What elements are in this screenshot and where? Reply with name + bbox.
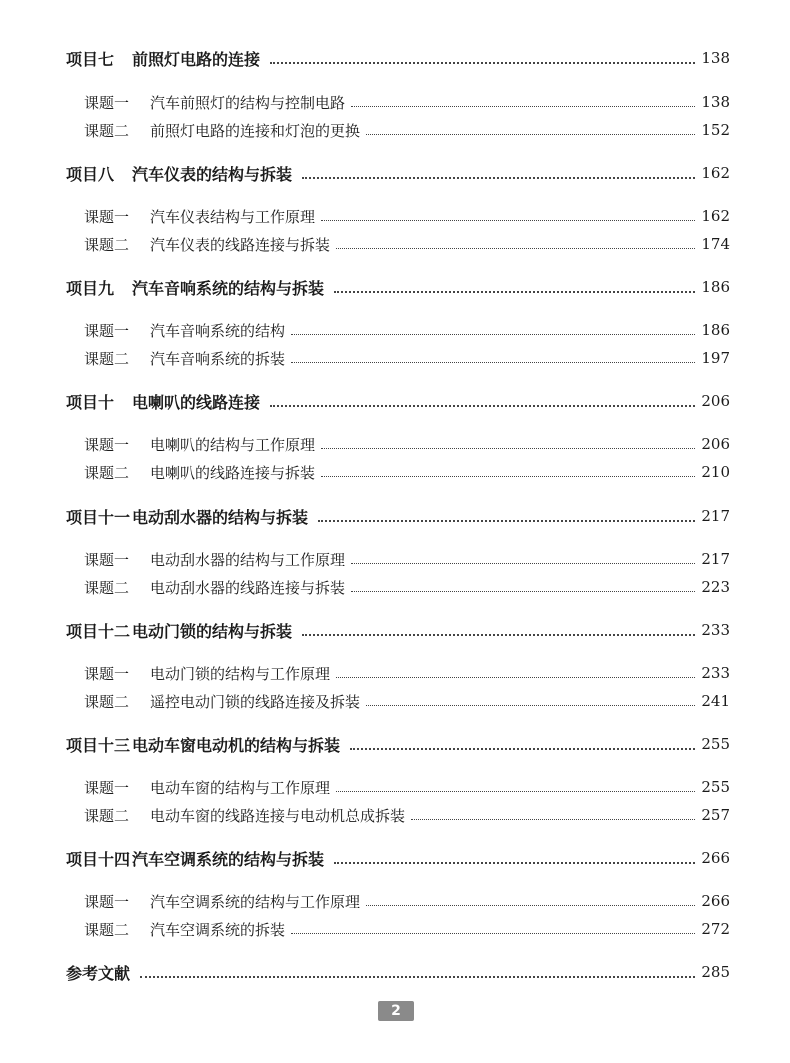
toc-entry-title: 电动车窗的结构与工作原理 xyxy=(150,778,331,797)
toc-lesson-entry xyxy=(0,232,790,256)
toc-entry-page: 138 xyxy=(701,49,730,67)
toc-lesson-entry xyxy=(0,318,790,342)
toc-dot-leader xyxy=(321,219,695,221)
toc-entry-title: 汽车音响系统的拆装 xyxy=(150,349,286,368)
toc-dot-leader xyxy=(336,676,695,678)
toc-dot-leader xyxy=(321,475,695,477)
toc-entry-number: 项目七 xyxy=(66,49,115,69)
toc-entry-page: 186 xyxy=(701,278,730,296)
toc-entry-page: 272 xyxy=(701,920,730,938)
toc-entry-page: 223 xyxy=(701,578,730,596)
toc-entry-title: 参考文献 xyxy=(66,963,131,983)
toc-dot-leader xyxy=(366,704,695,706)
toc-entry-page: 197 xyxy=(701,349,730,367)
toc-dot-leader xyxy=(291,932,695,934)
toc-lesson-entry xyxy=(0,575,790,599)
toc-project-entry xyxy=(0,275,790,299)
toc-entry-number: 课题二 xyxy=(84,806,130,825)
toc-entry-title: 汽车空调系统的结构与拆装 xyxy=(132,849,325,869)
toc-lesson-entry xyxy=(0,460,790,484)
toc-entry-number: 课题二 xyxy=(84,463,130,482)
toc-entry-page: 266 xyxy=(701,892,730,910)
toc-entry-title: 电喇叭的线路连接 xyxy=(132,392,261,412)
toc-dot-leader xyxy=(334,290,695,293)
toc-entry-title: 电动门锁的结构与工作原理 xyxy=(150,664,331,683)
toc-entry-number: 课题二 xyxy=(84,920,130,939)
toc-dot-leader xyxy=(411,818,695,820)
toc-entry-page: 174 xyxy=(701,235,730,253)
toc-entry-number: 课题一 xyxy=(84,321,130,340)
toc-project-entry xyxy=(0,846,790,870)
toc-entry-page: 206 xyxy=(701,392,730,410)
toc-entry-page: 186 xyxy=(701,321,730,339)
toc-entry-title: 电动刮水器的结构与工作原理 xyxy=(150,550,346,569)
toc-entry-title: 电喇叭的线路连接与拆装 xyxy=(150,463,316,482)
toc-entry-number: 课题二 xyxy=(84,121,130,140)
toc-entry-number: 课题一 xyxy=(84,664,130,683)
toc-dot-leader xyxy=(366,904,695,906)
toc-entry-number: 项目九 xyxy=(66,278,115,298)
toc-entry-title: 汽车音响系统的结构 xyxy=(150,321,286,340)
toc-entry-title: 前照灯电路的连接 xyxy=(132,49,261,69)
toc-entry-title: 电动车窗的线路连接与电动机总成拆装 xyxy=(150,806,406,825)
toc-entry-title: 汽车仪表的结构与拆装 xyxy=(132,164,293,184)
toc-entry-number: 课题二 xyxy=(84,692,130,711)
toc-lesson-entry xyxy=(0,803,790,827)
toc-entry-number: 课题一 xyxy=(84,93,130,112)
toc-project-entry xyxy=(0,46,790,70)
toc-entry-page: 210 xyxy=(701,463,730,481)
toc-entry-number: 项目十 xyxy=(66,392,115,412)
toc-dot-leader xyxy=(321,447,695,449)
toc-entry-page: 255 xyxy=(701,778,730,796)
toc-entry-page: 233 xyxy=(701,664,730,682)
toc-project-entry xyxy=(0,504,790,528)
toc-entry-title: 电动刮水器的结构与拆装 xyxy=(132,507,309,527)
toc-entry-title: 电喇叭的结构与工作原理 xyxy=(150,435,316,454)
toc-lesson-entry xyxy=(0,689,790,713)
toc-entry-page: 266 xyxy=(701,849,730,867)
toc-dot-leader xyxy=(366,133,695,135)
toc-lesson-entry xyxy=(0,775,790,799)
toc-entry-number: 课题一 xyxy=(84,892,130,911)
toc-entry-number: 课题二 xyxy=(84,235,130,254)
toc-references-entry xyxy=(0,960,790,984)
toc-dot-leader xyxy=(270,61,695,64)
toc-entry-title: 汽车前照灯的结构与控制电路 xyxy=(150,93,346,112)
toc-entry-title: 汽车空调系统的拆装 xyxy=(150,920,286,939)
toc-entry-page: 217 xyxy=(701,507,730,525)
toc-dot-leader xyxy=(351,105,695,107)
toc-entry-number: 课题一 xyxy=(84,550,130,569)
toc-dot-leader xyxy=(336,790,695,792)
toc-dot-leader xyxy=(351,562,695,564)
toc-entry-page: 217 xyxy=(701,550,730,568)
toc-dot-leader xyxy=(336,247,695,249)
toc-entry-page: 285 xyxy=(701,963,730,981)
toc-entry-number: 课题二 xyxy=(84,578,130,597)
toc-project-entry xyxy=(0,732,790,756)
toc-entry-title: 电动车窗电动机的结构与拆装 xyxy=(132,735,341,755)
toc-dot-leader xyxy=(302,176,695,179)
toc-entry-number: 课题二 xyxy=(84,349,130,368)
toc-entry-number: 项目十四 xyxy=(66,849,131,869)
toc-entry-title: 电动刮水器的线路连接与拆装 xyxy=(150,578,346,597)
toc-entry-number: 课题一 xyxy=(84,207,130,226)
toc-dot-leader xyxy=(270,404,695,407)
toc-entry-number: 项目十三 xyxy=(66,735,131,755)
toc-dot-leader xyxy=(140,975,695,978)
toc-lesson-entry xyxy=(0,346,790,370)
toc-entry-number: 项目十二 xyxy=(66,621,131,641)
toc-entry-title: 汽车仪表结构与工作原理 xyxy=(150,207,316,226)
toc-lesson-entry xyxy=(0,917,790,941)
toc-dot-leader xyxy=(291,361,695,363)
toc-lesson-entry xyxy=(0,118,790,142)
toc-entry-page: 233 xyxy=(701,621,730,639)
toc-entry-page: 152 xyxy=(701,121,730,139)
toc-entry-page: 138 xyxy=(701,93,730,111)
toc-dot-leader xyxy=(291,333,695,335)
toc-entry-page: 241 xyxy=(701,692,730,710)
toc-entry-title: 汽车音响系统的结构与拆装 xyxy=(132,278,325,298)
toc-project-entry xyxy=(0,161,790,185)
toc-project-entry xyxy=(0,618,790,642)
toc-dot-leader xyxy=(318,519,695,522)
toc-project-entry xyxy=(0,389,790,413)
toc-entry-title: 电动门锁的结构与拆装 xyxy=(132,621,293,641)
toc-entry-page: 206 xyxy=(701,435,730,453)
toc-entry-title: 汽车仪表的线路连接与拆装 xyxy=(150,235,331,254)
toc-lesson-entry xyxy=(0,90,790,114)
toc-lesson-entry xyxy=(0,661,790,685)
toc-lesson-entry xyxy=(0,432,790,456)
toc-entry-number: 项目十一 xyxy=(66,507,131,527)
toc-dot-leader xyxy=(334,861,695,864)
toc-entry-page: 257 xyxy=(701,806,730,824)
toc-lesson-entry xyxy=(0,547,790,571)
toc-entry-title: 汽车空调系统的结构与工作原理 xyxy=(150,892,361,911)
toc-entry-title: 前照灯电路的连接和灯泡的更换 xyxy=(150,121,361,140)
toc-entry-title: 遥控电动门锁的线路连接及拆装 xyxy=(150,692,361,711)
toc-dot-leader xyxy=(302,633,695,636)
toc-entry-number: 项目八 xyxy=(66,164,115,184)
toc-entry-page: 255 xyxy=(701,735,730,753)
toc-entry-page: 162 xyxy=(701,207,730,225)
toc-dot-leader xyxy=(351,590,695,592)
toc-entry-number: 课题一 xyxy=(84,435,130,454)
toc-entry-number: 课题一 xyxy=(84,778,130,797)
page-number-badge: 2 xyxy=(378,1001,414,1021)
toc-dot-leader xyxy=(350,747,695,750)
toc-entry-page: 162 xyxy=(701,164,730,182)
toc-lesson-entry xyxy=(0,889,790,913)
toc-lesson-entry xyxy=(0,204,790,228)
